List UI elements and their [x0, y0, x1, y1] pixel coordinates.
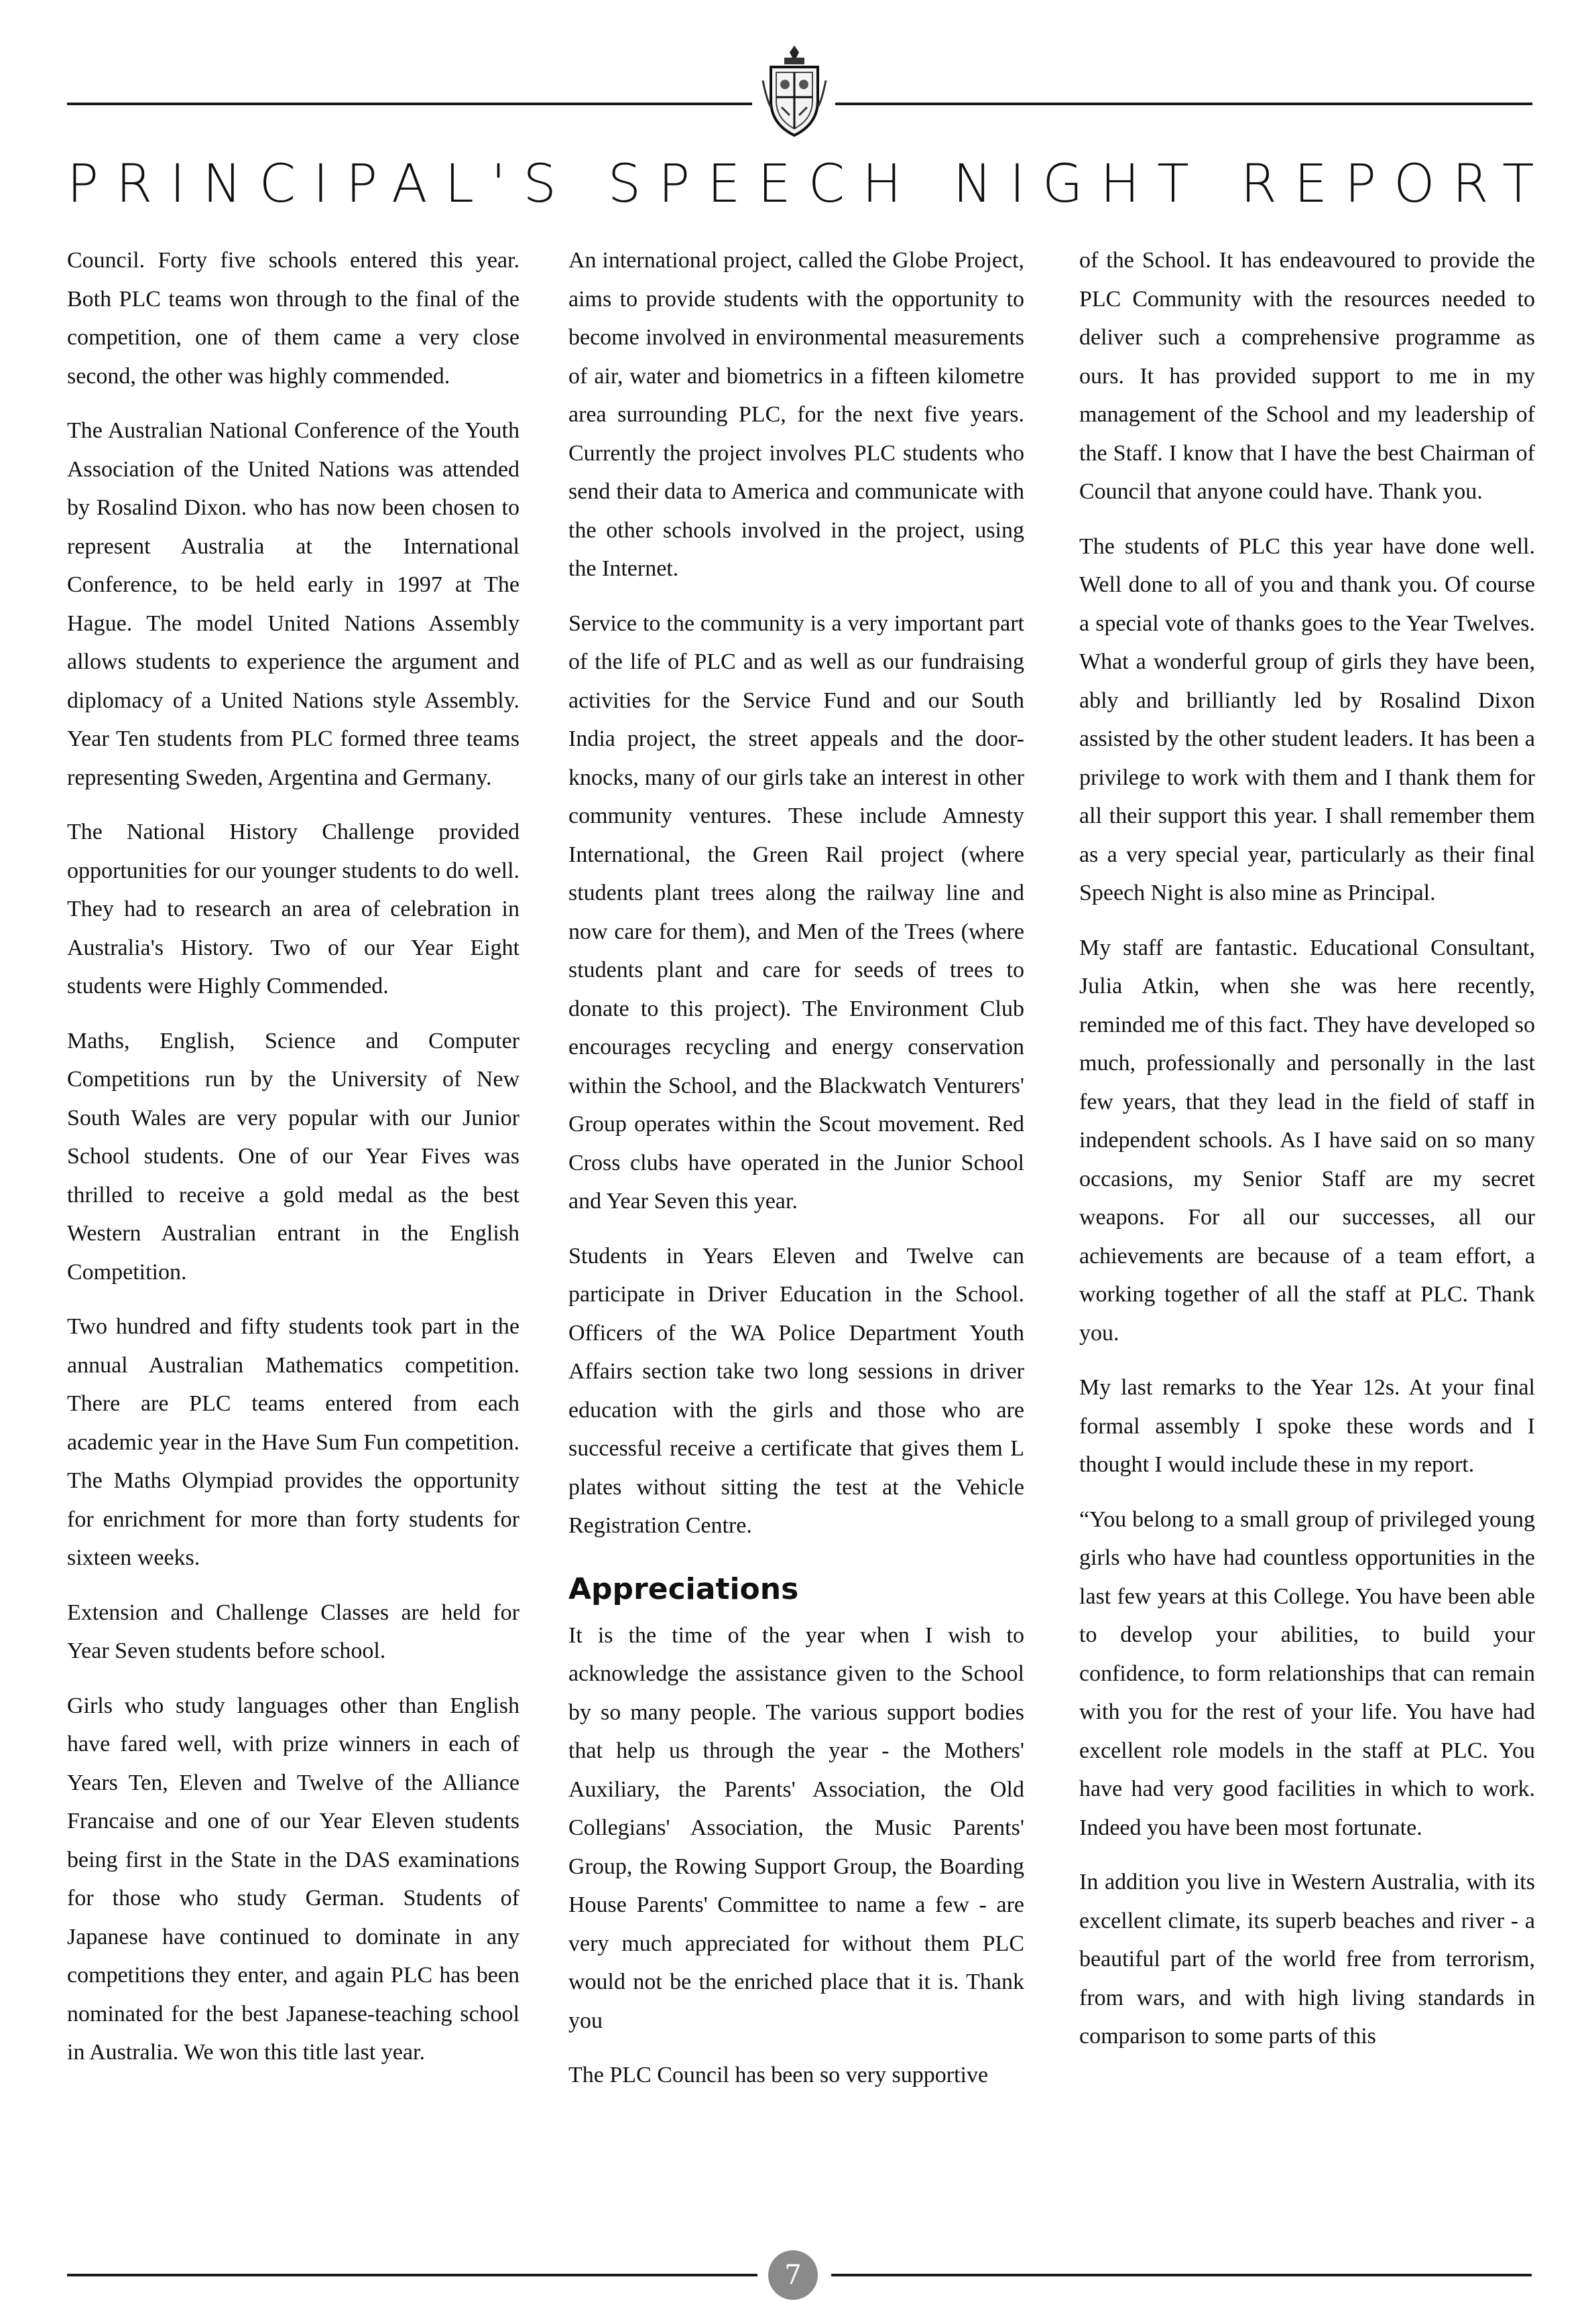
page-title: PRINCIPAL'S SPEECH NIGHT REPORT — [67, 154, 1552, 214]
paragraph: “You belong to a small group of privileged young girls who have had countless opportunities in the last few years at this College. You have been able to develop your abilities, to build your confidence, to form relationships that can remain with you for the rest of your life. You have had excellent role models in the staff at PLC. You have had very good facilities in which to work. Indeed you have been most fortunate. — [1079, 1506, 1535, 1840]
header-rule-left — [67, 103, 752, 105]
page-number: 7 — [768, 2250, 818, 2300]
paragraph: Council. Forty five schools entered this year. Both PLC teams won through to the final of the competition, one of them came a very close second, the other was highly commended. — [67, 248, 520, 389]
paragraph: The PLC Council has been so very supportive — [568, 2063, 989, 2087]
paragraph: In addition you live in Western Australia, with its excellent climate, its superb beaches and river - a beautiful part of the world free from terrorism, from wars, and with high living standards in comparison to some parts of this — [1079, 1870, 1535, 2049]
paragraph: The National History Challenge provided opportunities for our younger students to do well. They had to research an area of celebration in Australia's History. Two of our Year Eight students were Highly Commended. — [67, 820, 520, 998]
paragraph: It is the time of the year when I wish to acknowledge the assistance given to the School by so many people. The various support bodies that help us through the year - the Mothers' Auxiliary, the Parents' Association, the Old Collegians' Association, the Music Parents' Group, the Rowing Support Group, the Boarding House Parents' Committee to name a few - are very much appreciated for without them PLC would not be the enriched place that it is. Thank you — [568, 1622, 1024, 2033]
footer-rule-right — [831, 2274, 1532, 2276]
paragraph: Service to the community is a very important part of the life of PLC and as well as our fundraising activities for the Service Fund and our South India project, the street appeals and the door-knocks, many of our girls take an interest in other community ventures. These include Amnesty International, the Green Rail project (where students plant trees along the railway line and now care for them), and Men of the Trees (where students plant and care for seeds of trees to donate to this project). The Environment Club encourages recycling and energy conservation within the School, and the Blackwatch Venturers' Group operates within the Scout movement. Red Cross clubs have operated in the Junior School and Year Seven this year. — [568, 610, 1024, 1214]
paragraph: My last remarks to the Year 12s. At your final formal assembly I spoke these words and I thought I would include these in my report. — [1079, 1375, 1535, 1477]
header-rule-right — [835, 103, 1532, 105]
section-heading-appreciations: Appreciations — [568, 1571, 799, 1606]
paragraph: Extension and Challenge Classes are held for Year Seven students before school. — [67, 1600, 520, 1663]
paragraph: Maths, English, Science and Computer Competitions run by the University of New South Wales are very popular with our Junior School students. One of our Year Fives was thrilled to receive a gold medal as the best Western Australian entrant in the English Competition. — [67, 1028, 520, 1285]
paragraph: Two hundred and fifty students took part in the annual Australian Mathematics competition. There are PLC teams entered from each academic year in the Have Sum Fun competition. The Maths Olympiad provides the opportunity for enrichment for more than forty students for sixteen weeks. — [67, 1314, 520, 1570]
paragraph: An international project, called the Globe Project, aims to provide students with the opportunity to become involved in environmental measurements of air, water and biometrics in a fifteen kilometre area surrounding PLC, for the next five years. Currently the project involves PLC students who send their data to America and communicate with the other schools involved in the project, using the Internet. — [568, 248, 1024, 581]
text-column-1 — [67, 241, 520, 2088]
footer-rule-left — [67, 2274, 757, 2276]
text-column-3 — [1079, 241, 1535, 2072]
text-column-2 — [568, 241, 1024, 2111]
paragraph: The students of PLC this year have done well. Well done to all of you and thank you. Of course a special vote of thanks goes to the Year Twelves. What a wonderful group of girls they have been, ably and brilliantly led by Rosalind Dixon assisted by the other student leaders. It has been a privilege to work with them and I thank them for all their support this year. I shall remember them as a very special year, particularly as their final Speech Night is also mine as Principal. — [1079, 533, 1535, 905]
paragraph: Girls who study languages other than English have fared well, with prize winners in each of Years Ten, Eleven and Twelve of the Alliance Francaise and one of our Year Eleven students being first in the State in the DAS examinations for those who study German. Students of Japanese have continued to dominate in any competitions they enter, and again PLC has been nominated for the best Japanese-teaching school in Australia. We won this title last year. — [67, 1693, 520, 2065]
paragraph: of the School. It has endeavoured to provide the PLC Community with the resources needed to deliver such a comprehensive programme as ours. It has provided support to me in my management of the School and my leadership of the Staff. I know that I have the best Chairman of Council that anyone could have. Thank you. — [1079, 248, 1535, 504]
paragraph: The Australian National Conference of the Youth Association of the United Nations was attended by Rosalind Dixon. who has now been chosen to represent Australia at the International Conference, to be held early in 1997 at The Hague. The model United Nations Assembly allows students to experience the argument and diplomacy of a United Nations style Assembly. Year Ten students from PLC formed three teams representing Sweden, Argentina and Germany. — [67, 418, 520, 790]
paragraph: Students in Years Eleven and Twelve can participate in Driver Education in the School. Officers of the WA Police Department Youth Affairs section take two long sessions in driver education with the girls and those who are successful receive a certificate that gives them L plates without sitting the test at the Vehicle Registration Centre. — [568, 1243, 1024, 1538]
paragraph: My staff are fantastic. Educational Consultant, Julia Atkin, when she was here recently, reminded me of this fact. They have developed so much, professionally and personally in the last few years, that they lead in the field of staff in independent schools. As I have said on so many occasions, my Senior Staff are my secret weapons. For all our successes, all our achievements are because of a team effort, a working together of all the staff at PLC. Thank you. — [1079, 935, 1535, 1346]
school-crest-icon — [757, 40, 831, 141]
